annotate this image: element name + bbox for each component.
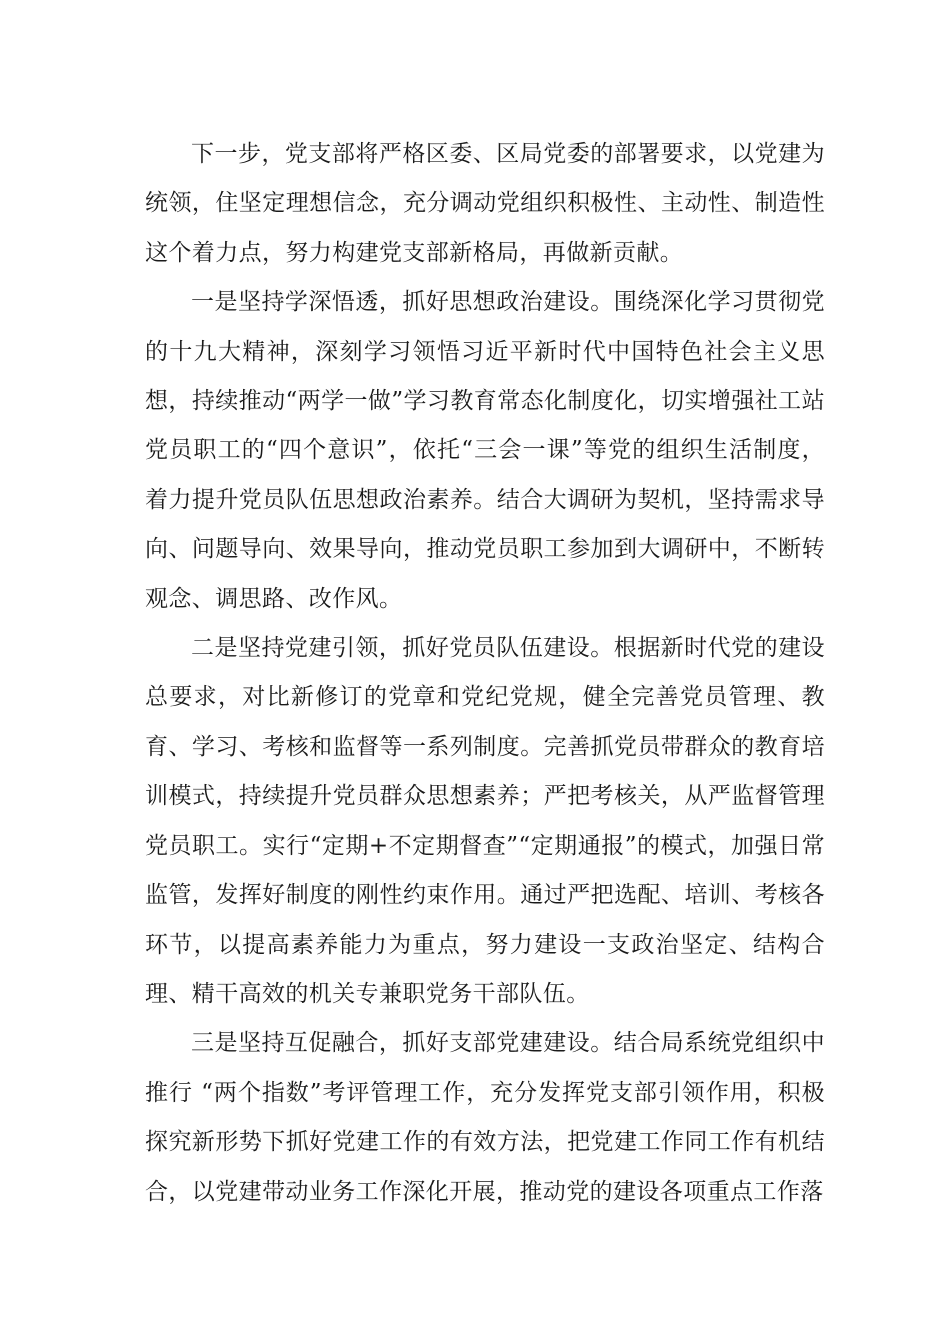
document-body <box>145 130 825 1217</box>
paragraph-next-steps: 下一步，党支部将严格区委、区局党委的部署要求，以党建为统领，住坚定理想信念，充分调动党组织积极性、主动性、制造性这个着力点，努力构建党支部新格局，再做新贡献。 <box>145 141 825 266</box>
paragraph-ideological-building: 一是坚持学深悟透，抓好思想政治建设。围绕深化学习贯彻党的十九大精神，深刻学习领悟习近平新时代中国特色社会主义思想，持续推动“两学一做”学习教育常态化制度化，切实增强社工站党员职工的“四个意识”，依托“三会一课”等党的组织生活制度，着力提升党员队伍思想政治素养。结合大调研为契机，坚持需求导向、问题导向、效果导向，推动党员职工参加到大调研中，不断转观念、调思路、改作风。 <box>145 289 825 612</box>
paragraph-member-team-building: 二是坚持党建引领，抓好党员队伍建设。根据新时代党的建设总要求，对比新修订的党章和党纪党规，健全完善党员管理、教育、学习、考核和监督等一系列制度。完善抓党员带群众的教育培训模式，持续提升党员群众思想素养；严把考核关，从严监督管理党员职工。实行“定期+不定期督查”“定期通报”的模式，加强日常监管，发挥好制度的刚性约束作用。通过严把选配、培训、考核各环节，以提高素养能力为重点，努力建设一支政治坚定、结构合理、精干高效的机关专兼职党务干部队伍。 <box>145 635 825 1007</box>
paragraph-branch-building: 三是坚持互促融合，抓好支部党建建设。结合局系统党组织中推行 “两个指数”考评管理工作，充分发挥党支部引领作用，积极探究新形势下抓好党建工作的有效方法，把党建工作同工作有机结合，以党建带动业务工作深化开展，推动党的建设各项重点工作落 <box>145 1030 825 1205</box>
